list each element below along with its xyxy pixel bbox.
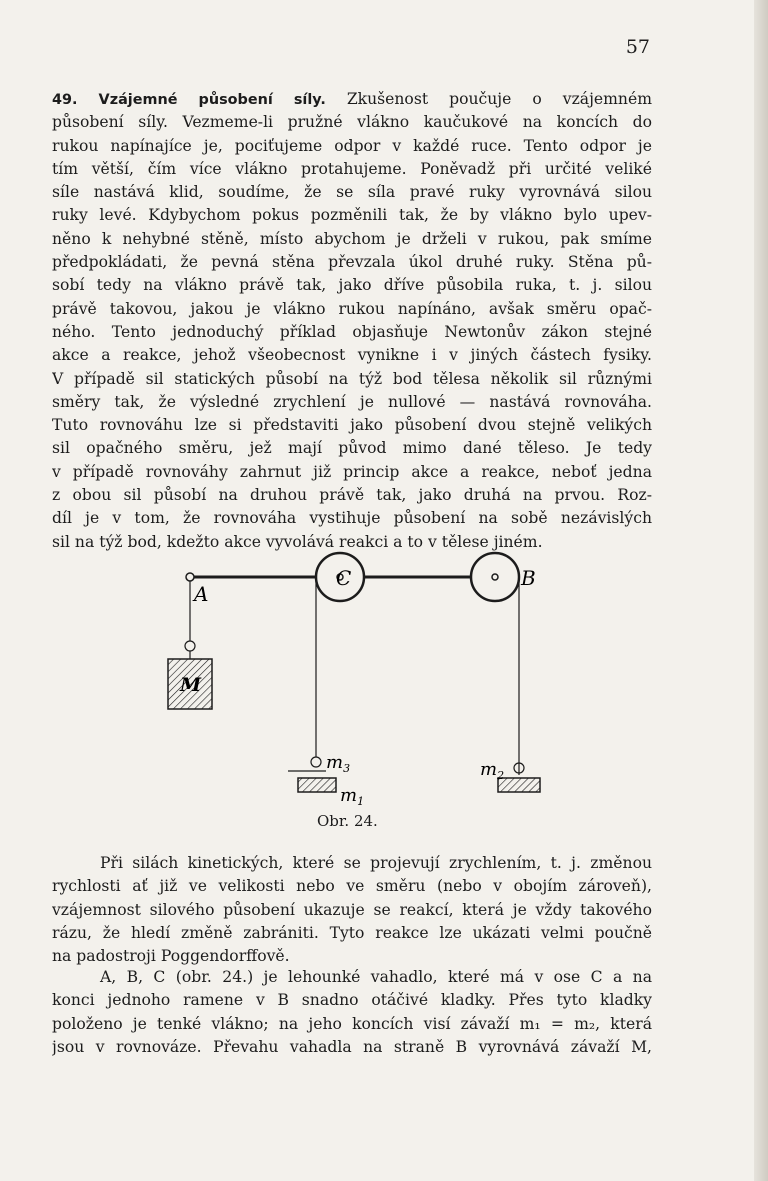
text-line: z obou sil působí na druhou právě tak, jako druhá na prvou. Roz- [52, 486, 652, 505]
label-m3: $m_3$ [326, 752, 351, 775]
mass-m1 [298, 778, 336, 792]
text-line: A, B, C (obr. 24.) je lehounké vahadlo, které má v ose C a na [100, 968, 652, 986]
text-line: právě takovou, jakou je vlákno rukou napínáno, avšak směru opač- [52, 299, 652, 318]
text-line: předpokládati, že pevná stěna převzala úkol druhé ruky. Stěna pů- [52, 253, 652, 272]
text-line: akce a reakce, jehož všeobecnost vynikne i v jiných částech fysiky. [52, 346, 652, 365]
section-49-text [52, 88, 652, 554]
text-line: sil opačného směru, jež mají původ mimo dané těleso. Je tedy [52, 439, 652, 458]
text-line: působení síly. Vezmeme-li pružné vlákno kaučukové na koncích do [52, 113, 652, 132]
text-line: síle nastává klid, soudíme, že se síla pravé ruky vyrovnává silou [52, 183, 652, 202]
text-line: položeno je tenké vlákno; na jeho koncích visí závaží m₁ = m₂, která [52, 1014, 652, 1033]
text-line: konci jednoho ramene v B snadno otáčivé kladky. Přes tyto kladky [52, 991, 652, 1010]
paragraph-balance [52, 966, 652, 1059]
text-line: v případě rovnováhy zahrnut již princip akce a reakce, neboť jedna [52, 462, 652, 481]
text-line: Tuto rovnováhu lze si představiti jako působení dvou stejně velikých [52, 416, 652, 435]
hook-m [185, 641, 195, 651]
label-a: A [194, 582, 209, 606]
text-line: 49. Vzájemné působení síly. Zkušenost poučuje o vzájemném [52, 90, 652, 108]
text-line: rychlosti ať již ve velikosti nebo ve směru (nebo v obojím zároveň), [52, 877, 652, 896]
text-line: směry tak, že výsledné zrychlení je nullové — nastává rovnováha. [52, 392, 652, 411]
text-line: rukou napínajíce je, pociťujeme odpor v každé ruce. Tento odpor je [52, 136, 652, 155]
text-line: ného. Tento jednoduchý příklad objasňuje Newtonův zákon stejné [52, 322, 652, 341]
paragraph-kinetic [52, 852, 652, 968]
text-line: sobí tedy na vlákno právě tak, jako dříve působila ruka, t. j. silou [52, 276, 652, 295]
label-m1: $m_1$ [340, 785, 365, 808]
text-line: Při silách kinetických, které se projevují zrychlením, t. j. změnou [100, 854, 652, 872]
text-line: rázu, že hledí změně zabrániti. Tyto reakce lze ukázati velmi poučně [52, 923, 652, 942]
page-edge [754, 0, 768, 1181]
text-line: jsou v rovnováze. Převahu vahadla na straně B vyrovnává závaží M, [52, 1037, 652, 1056]
text-line: vzájemnost silového působení ukazuje se reakcí, která je vždy takového [52, 900, 652, 919]
pulley-diagram [160, 545, 580, 845]
text-line: na padostroji Poggendorffově. [52, 947, 290, 966]
text-line: tím větší, čím více vlákno protahujeme. Poněvadž při určité veliké [52, 159, 652, 178]
section-title: 49. Vzájemné působení síly. [52, 92, 326, 108]
label-c: C [336, 566, 352, 590]
text-line: V případě sil statických působí na týž bod tělesa několik sil různými [52, 369, 652, 388]
pulley-b [471, 553, 519, 601]
label-b: B [521, 566, 536, 590]
text-line: něno k nehybné stěně, místo abychom je drželi v rukou, pak smíme [52, 229, 652, 248]
figure-caption: Obr. 24. [317, 812, 378, 830]
mass-m2 [498, 778, 540, 792]
text-line: ruky levé. Kdybychom pokus pozměnili tak, že by vlákno bylo upev- [52, 206, 652, 225]
label-m2: $m_2$ [480, 759, 505, 782]
text-line: díl je v tom, že rovnováha vystihuje působení na sobě nezávislých [52, 509, 652, 528]
page-number: 57 [625, 36, 650, 58]
text-line: sil na týž bod, kdežto akce vyvolává reakci a to v tělese jiném. [52, 532, 543, 551]
label-mass-m: M [180, 674, 202, 696]
hook-m1 [311, 757, 321, 767]
left-hook [186, 573, 194, 581]
